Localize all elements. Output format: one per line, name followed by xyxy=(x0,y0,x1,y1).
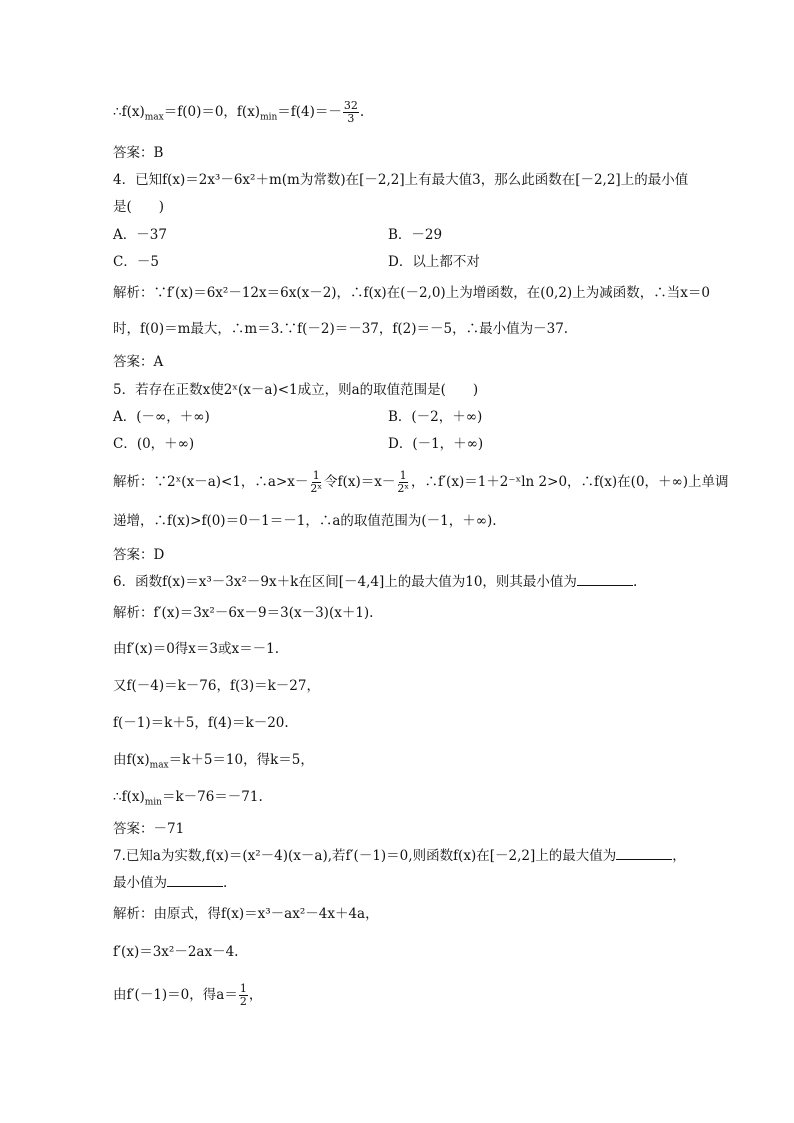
subscript: max xyxy=(144,112,164,123)
math-text: ＝k＋5＝10，得k＝5， xyxy=(168,752,314,768)
math-text: . xyxy=(359,104,365,120)
question-stem xyxy=(113,874,227,892)
option-c: C．(0，＋∞) xyxy=(113,436,195,452)
math-text: ＝f(0)＝0，f(x) xyxy=(163,104,261,120)
solution-line: 解析：由原式，得f(x)＝x³－ax²－4x＋4a， xyxy=(113,906,379,922)
answer-line: 答案：A xyxy=(113,354,164,370)
answer-blank xyxy=(577,573,633,586)
numerator: 32 xyxy=(343,99,358,112)
solution-line xyxy=(113,470,729,495)
math-text: 由f′(－1)＝0，得a＝ xyxy=(113,987,238,1003)
fraction xyxy=(239,983,248,1008)
answer-blank xyxy=(167,874,223,887)
fraction xyxy=(396,470,410,495)
solution-line xyxy=(113,100,364,125)
solution-line: f(－1)＝k＋5，f(4)＝k－20. xyxy=(113,715,289,731)
solution-line: 解析：f′(x)＝3x²－6x－9＝3(x－3)(x＋1). xyxy=(113,605,374,621)
question-stem: 5．若存在正数x使2ˣ(x－a)<1成立，则a的取值范围是( ) xyxy=(113,382,479,398)
math-text: 7.已知a为实数,f(x)＝(x²－4)(x－a),若f′(－1)＝0,则函数f(x)在[－2,2]上的最大值为 xyxy=(113,848,617,864)
solution-line xyxy=(113,788,263,806)
math-text: 解析：∵2ˣ(x－a)<1，∴a>x－ xyxy=(113,474,309,490)
subscript: max xyxy=(149,760,169,771)
math-text: ＝f(4)＝－ xyxy=(277,104,342,120)
option-d: D．以上都不对 xyxy=(388,254,480,270)
option-b: B．－29 xyxy=(388,227,443,243)
solution-line: 又f(－4)＝k－76，f(3)＝k－27， xyxy=(113,678,320,694)
numerator: 1 xyxy=(312,469,320,482)
numerator: 1 xyxy=(239,982,247,995)
fraction xyxy=(343,100,359,125)
solution-line: 递增，∴f(x)>f(0)＝0－1＝－1，∴a的取值范围为(－1，＋∞). xyxy=(113,513,497,529)
solution-line: 由f′(x)＝0得x＝3或x＝－1. xyxy=(113,641,279,657)
solution-line xyxy=(113,751,314,769)
denominator: 2ˣ xyxy=(397,482,409,495)
math-text: ， xyxy=(672,848,686,864)
math-text: ∴f(x) xyxy=(113,104,145,120)
solution-line: f′(x)＝3x²－2ax－4. xyxy=(113,944,239,960)
question-stem: 4．已知f(x)＝2x³－6x²＋m(m为常数)在[－2,2]上有最大值3，那么此函数在[－2,2]上的最小值 xyxy=(113,172,689,188)
option-d: D．(－1，＋∞) xyxy=(388,436,484,452)
denominator: 3 xyxy=(347,112,355,125)
denominator: 2 xyxy=(239,995,247,1008)
math-text: 6．函数f(x)＝x³－3x²－9x＋k在区间[－4,4]上的最大值为10，则其最小值为 xyxy=(113,574,577,590)
math-text: 令f(x)＝x－ xyxy=(324,474,396,490)
answer-line: 答案：B xyxy=(113,145,164,161)
math-text: . xyxy=(223,875,228,891)
answer-blank xyxy=(616,847,672,860)
subscript: min xyxy=(144,797,162,808)
solution-line: 解析：∵f′(x)＝6x²－12x＝6x(x－2)，∴f(x)在(－2,0)上为增函数，在(0,2)上为减函数，∴当x＝0 xyxy=(113,285,710,301)
question-stem xyxy=(113,847,686,865)
denominator: 2ˣ xyxy=(310,482,323,495)
question-stem xyxy=(113,573,637,591)
math-text: 由f(x) xyxy=(113,752,150,768)
question-stem: 是( ) xyxy=(113,199,165,215)
subscript: min xyxy=(260,112,278,123)
option-a: A．－37 xyxy=(113,227,167,243)
math-text: ， xyxy=(248,987,263,1003)
math-text: ∴f(x) xyxy=(113,789,145,805)
numerator: 1 xyxy=(399,469,407,482)
answer-line: 答案：D xyxy=(113,547,165,563)
math-text: 最小值为 xyxy=(113,875,167,891)
math-text: ＝k－76＝－71. xyxy=(161,789,263,805)
option-c: C．－5 xyxy=(113,254,159,270)
option-a: A．(－∞，＋∞) xyxy=(113,409,210,425)
answer-line: 答案：－71 xyxy=(113,821,185,837)
fraction xyxy=(309,470,323,495)
math-text: ，∴f′(x)＝1＋2⁻ˣln 2>0，∴f(x)在(0，＋∞)上单调 xyxy=(411,474,729,490)
option-b: B．(－2，＋∞) xyxy=(388,409,483,425)
math-text: . xyxy=(632,574,638,590)
solution-line: 时，f(0)＝m最大，∴m＝3.∵f(－2)＝－37，f(2)＝－5，∴最小值为－37. xyxy=(113,321,569,337)
solution-line xyxy=(113,983,262,1008)
